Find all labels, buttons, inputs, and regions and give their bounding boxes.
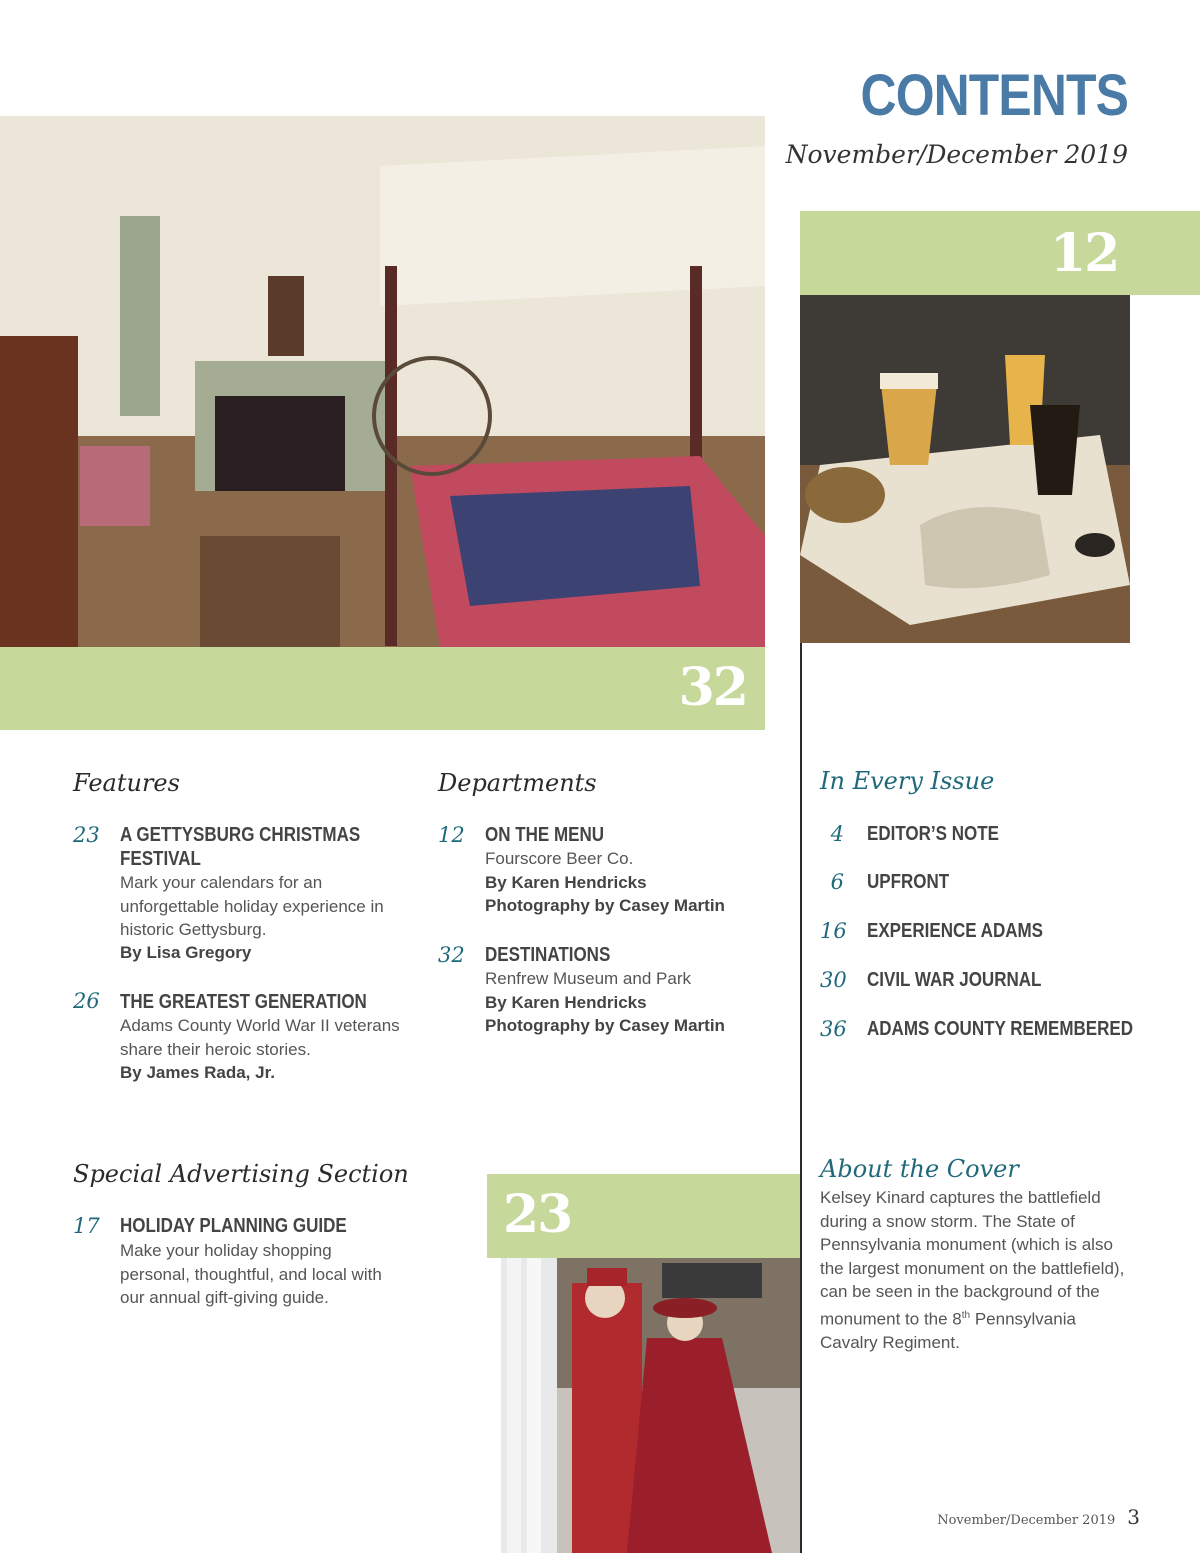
feature-description: [120, 1014, 420, 1061]
page-footer: [937, 1505, 1140, 1529]
cover-text-line: during a snow storm. The State of: [820, 1211, 1075, 1231]
about-cover-heading: About the Cover: [820, 1155, 1019, 1183]
description-line: Mark your calendars for an: [120, 873, 323, 892]
special-section-heading: Special Advertising Section: [73, 1160, 409, 1188]
page-title: CONTENTS: [860, 63, 1128, 128]
cover-text-fragment: monument to the 8: [820, 1309, 962, 1329]
page-number: 3: [1127, 1505, 1140, 1529]
cover-text-line: Kelsey Kinard captures the battlefield: [820, 1188, 1101, 1207]
cover-text-fragment: Pennsylvania: [970, 1309, 1076, 1329]
department-title[interactable]: ON THE MENU: [485, 824, 604, 846]
feature-title[interactable]: THE GREATEST GENERATION: [120, 991, 367, 1013]
feature-page-number: 26: [73, 989, 100, 1013]
description-line: Make your holiday shopping: [120, 1241, 332, 1260]
feature-byline: By Lisa Gregory: [120, 943, 252, 962]
department-photo-credit: Photography by Casey Martin: [485, 896, 725, 915]
issue-date: November/December 2019: [785, 140, 1128, 169]
issue-page-number: 36: [820, 1017, 847, 1041]
beer-food-photo: [800, 295, 1130, 643]
description-line: share their heroic stories.: [120, 1039, 311, 1059]
description-line: Adams County World War II veterans: [120, 1016, 400, 1035]
cover-text-line: Pennsylvania monument (which is also: [820, 1235, 1113, 1254]
cover-text-line: the largest monument on the battlefield),: [820, 1258, 1125, 1278]
cover-text-line: Cavalry Regiment.: [820, 1332, 960, 1352]
feature-banner-23: [487, 1174, 800, 1258]
photo-page-number: 12: [1050, 223, 1119, 284]
feature-page-number: 23: [73, 823, 100, 847]
department-byline: By Karen Hendricks: [485, 993, 647, 1012]
description-line: our annual gift-giving guide.: [120, 1288, 329, 1307]
column-divider: [800, 643, 802, 1553]
feature-byline: By James Rada, Jr.: [120, 1063, 275, 1082]
departments-heading: Departments: [438, 769, 597, 797]
description-line: personal, thoughtful, and local with: [120, 1264, 382, 1284]
issue-page-number: 6: [830, 870, 844, 894]
cover-text-line: [820, 1304, 1180, 1331]
issue-page-number: 16: [820, 919, 847, 943]
feature-title[interactable]: A GETTYSBURG CHRISTMAS: [120, 824, 361, 846]
reenactors-photo: [487, 1258, 800, 1553]
special-description: [120, 1239, 420, 1310]
issue-item-title[interactable]: EDITOR’S NOTE: [867, 823, 999, 845]
issue-page-number: 4: [830, 822, 844, 846]
photo-page-number: 23: [503, 1184, 572, 1245]
ordinal-suffix: th: [961, 1309, 971, 1321]
issue-item-title[interactable]: CIVIL WAR JOURNAL: [867, 969, 1042, 991]
department-description: Renfrew Museum and Park: [485, 969, 691, 988]
about-cover-text: [820, 1186, 1180, 1354]
department-page-number: 32: [438, 943, 465, 967]
special-title[interactable]: HOLIDAY PLANNING GUIDE: [120, 1215, 347, 1237]
feature-banner-12: [800, 211, 1200, 295]
issue-page-number: 30: [820, 968, 847, 992]
feature-banner-32: [0, 647, 765, 730]
description-line: historic Gettysburg.: [120, 920, 267, 939]
in-every-issue-heading: In Every Issue: [820, 767, 995, 795]
description-line: unforgettable holiday experience in: [120, 896, 384, 916]
issue-item-title[interactable]: UPFRONT: [867, 871, 950, 893]
department-page-number: 12: [438, 823, 465, 847]
department-title[interactable]: DESTINATIONS: [485, 944, 611, 966]
footer-issue: November/December 2019: [937, 1513, 1116, 1528]
department-byline: By Karen Hendricks: [485, 873, 647, 892]
special-page-number: 17: [73, 1214, 100, 1238]
issue-item-title[interactable]: EXPERIENCE ADAMS: [867, 920, 1044, 942]
cover-text-line: can be seen in the background of the: [820, 1282, 1100, 1301]
photo-page-number: 32: [678, 657, 747, 718]
department-description: Fourscore Beer Co.: [485, 849, 634, 868]
bedroom-photo: [0, 116, 765, 647]
feature-description: [120, 871, 420, 942]
department-photo-credit: Photography by Casey Martin: [485, 1016, 725, 1035]
issue-item-title[interactable]: ADAMS COUNTY REMEMBERED: [867, 1018, 1134, 1040]
features-heading: Features: [73, 769, 180, 797]
feature-title[interactable]: FESTIVAL: [120, 848, 201, 870]
